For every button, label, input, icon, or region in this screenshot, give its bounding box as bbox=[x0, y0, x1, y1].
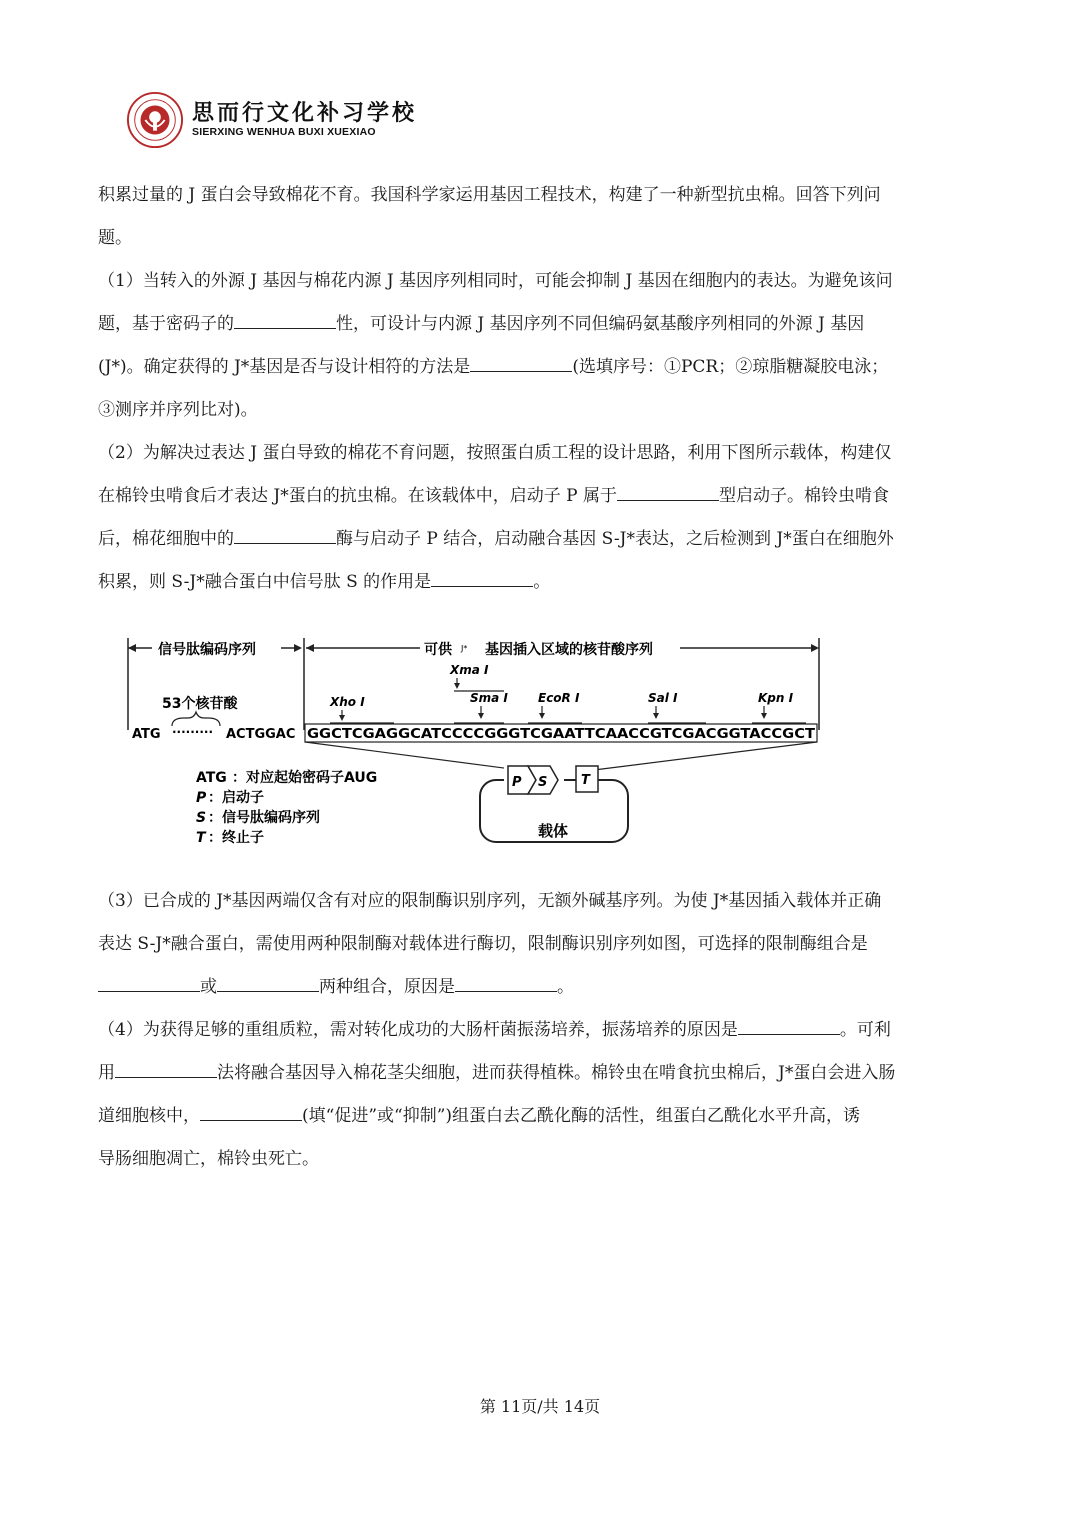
answer-blank[interactable] bbox=[431, 568, 533, 587]
answer-blank[interactable] bbox=[738, 1016, 840, 1035]
signal-peptide-label: 信号肽编码序列 bbox=[158, 642, 256, 658]
q1-line: 题，基于密码子的 性，可设计与内源 J 基因序列不同但编码氨基酸序列相同的外源 J 基因 bbox=[98, 303, 982, 346]
school-seal-logo-icon bbox=[126, 91, 184, 149]
q1-line: (J*)。确定获得的 J*基因是否与设计相符的方法是 (选填序号：①PCR；②琼脂糖凝胶电泳； bbox=[98, 346, 982, 389]
q1-line: （1）当转入的外源 J 基因与棉花内源 J 基因序列相同时，可能会抑制 J 基因在细胞内的表达。为避免该问 bbox=[98, 271, 893, 291]
enzyme-label-ecor: EcoR I bbox=[538, 691, 580, 705]
legend-key: S bbox=[196, 810, 207, 826]
legend-key: ATG bbox=[196, 770, 227, 786]
enzyme-label-sma: Sma I bbox=[470, 691, 508, 705]
q4-line: 导肠细胞凋亡，棉铃虫死亡。 bbox=[98, 1149, 319, 1169]
arrow-left-icon bbox=[128, 644, 136, 652]
q4-line: 道细胞核中， (填“促进”或“抑制”)组蛋白去乙酰化酶的活性，组蛋白乙酰化水平升高，诱 bbox=[98, 1095, 982, 1138]
sequence-dots: ········· bbox=[172, 725, 214, 739]
answer-blank[interactable] bbox=[98, 973, 200, 992]
signal-label: S bbox=[538, 775, 548, 790]
school-name-cn: 思而行文化补习学校 bbox=[192, 101, 418, 126]
legend-text: ：信号肽编码序列 bbox=[208, 810, 320, 826]
answer-blank[interactable] bbox=[115, 1059, 217, 1078]
school-name-block bbox=[192, 102, 417, 138]
answer-blank[interactable] bbox=[455, 973, 557, 992]
arrow-right-icon bbox=[294, 644, 302, 652]
arrow-down-icon bbox=[454, 683, 460, 689]
q3-line: 或 两种组合，原因是 。 bbox=[98, 966, 982, 1009]
q4-line: （4）为获得足够的重组质粒，需对转化成功的大肠杆菌振荡培养，振荡培养的原因是 。可利 bbox=[98, 1009, 982, 1052]
arrow-down-icon bbox=[653, 713, 659, 719]
q2-line: 在棉铃虫啃食后才表达 J*蛋白的抗虫棉。在该载体中，启动子 P 属于 型启动子。棉铃虫啃食 bbox=[98, 475, 982, 518]
enzyme-label-sal: Sal I bbox=[648, 691, 678, 705]
q2-line: 后，棉花细胞中的 酶与启动子 P 结合，启动融合基因 S-J*表达，之后检测到 J*蛋白在细胞外 bbox=[98, 518, 982, 561]
vector-diagram bbox=[124, 630, 824, 855]
legend-key: T bbox=[196, 830, 206, 846]
insert-region-label-sup: J* bbox=[461, 644, 468, 653]
arrow-down-icon bbox=[339, 715, 345, 721]
arrow-down-icon bbox=[539, 713, 545, 719]
answer-blank[interactable] bbox=[617, 482, 719, 501]
legend-text: ：启动子 bbox=[208, 790, 264, 806]
vector-label: 载体 bbox=[538, 822, 569, 840]
brace-icon bbox=[172, 712, 220, 726]
nucleotide-count-label: 53个核苷酸 bbox=[162, 696, 238, 712]
school-name-en: SIERXING WENHUA BUXI XUEXIAO bbox=[192, 126, 376, 138]
enzyme-label-xho: Xho I bbox=[330, 695, 365, 709]
answer-blank[interactable] bbox=[234, 310, 336, 329]
q3-line: （3）已合成的 J*基因两端仅含有对应的限制酶识别序列，无额外碱基序列。为使 J*基因插入载体并正确 bbox=[98, 891, 882, 911]
insert-region-label-b: 基因插入区域的核苷酸序列 bbox=[485, 642, 653, 658]
answer-blank[interactable] bbox=[470, 353, 572, 372]
figure-legend bbox=[196, 769, 377, 846]
legend-key: P bbox=[196, 790, 207, 806]
insert-region-label-a: 可供 bbox=[424, 642, 452, 658]
enzyme-label-kpn: Kpn I bbox=[758, 691, 794, 705]
insert-sequence: GGCTCGAGGCATCCCCGGGTCGAATTCAACCGTCGACGGTACCGCT bbox=[307, 727, 816, 742]
answer-blank[interactable] bbox=[234, 525, 336, 544]
sequence-mid: ACTGGAC bbox=[226, 727, 296, 742]
intro-line: 积累过量的 J 蛋白会导致棉花不育。我国科学家运用基因工程技术，构建了一种新型抗虫棉。回答下列问 bbox=[98, 185, 881, 205]
q1-line: ③测序并序列比对)。 bbox=[98, 400, 258, 420]
intro-line: 题。 bbox=[98, 228, 132, 248]
answer-blank[interactable] bbox=[217, 973, 319, 992]
legend-text: ：终止子 bbox=[208, 830, 264, 846]
legend-text: ：对应起始密码子AUG bbox=[232, 770, 378, 786]
arrow-down-icon bbox=[478, 713, 484, 719]
enzyme-label-xma: Xma I bbox=[450, 663, 489, 677]
page-number: 第 11页/共 14页 bbox=[479, 1397, 601, 1416]
arrow-down-icon bbox=[761, 713, 767, 719]
arrow-right-icon bbox=[811, 644, 819, 652]
question-content-continued bbox=[98, 880, 982, 1181]
q2-line: 积累，则 S-J*融合蛋白中信号肽 S 的作用是 。 bbox=[98, 561, 982, 604]
sequence-start: ATG bbox=[132, 727, 161, 742]
answer-blank[interactable] bbox=[200, 1102, 302, 1121]
q3-line: 表达 S-J*融合蛋白，需使用两种限制酶对载体进行酶切，限制酶识别序列如图，可选择的限制酶组合是 bbox=[98, 934, 868, 954]
question-content bbox=[98, 174, 982, 604]
q2-line: （2）为解决过表达 J 蛋白导致的棉花不育问题，按照蛋白质工程的设计思路，利用下图所示载体，构建仅 bbox=[98, 443, 892, 463]
q4-line: 用 法将融合基因导入棉花茎尖细胞，进而获得植株。棉铃虫在啃食抗虫棉后，J*蛋白会进入肠 bbox=[98, 1052, 982, 1095]
promoter-label: P bbox=[512, 775, 522, 790]
page-header bbox=[126, 92, 417, 148]
terminator-label: T bbox=[581, 773, 590, 788]
